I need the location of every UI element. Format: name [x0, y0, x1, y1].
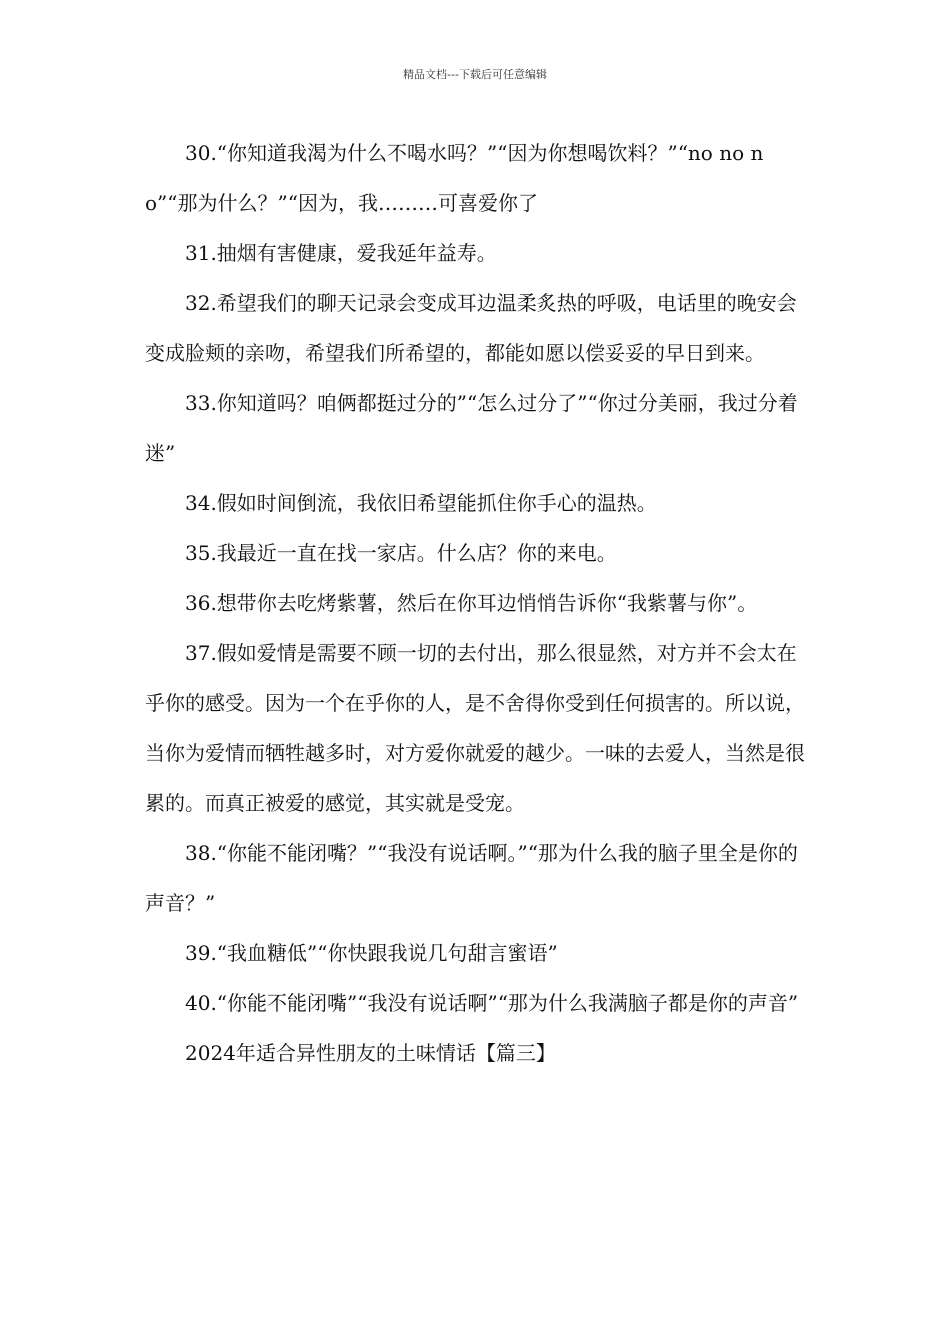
paragraph-37: 37.假如爱情是需要不顾一切的去付出，那么很显然，对方并不会太在乎你的感受。因为一个在乎你的人，是不舍得你受到任何损害的。所以说，当你为爱情而牺牲越多时，对方爱你就爱的越少。一味的去爱人，当然是很累的。而真正被爱的感觉，其实就是受宠。	[145, 641, 805, 815]
paragraph-39: 39.“我血糖低”“你快跟我说几句甜言蜜语”	[185, 941, 558, 965]
paragraph-30: 30.“你知道我渴为什么不喝水吗？”“因为你想喝饮料？”“no no no”“那为什么？”“因为，我………可喜爱你了	[145, 141, 764, 215]
page-header: 精品文档---下载后可任意编辑	[403, 68, 547, 81]
paragraph-31: 31.抽烟有害健康，爱我延年益寿。	[185, 241, 497, 265]
paragraph-34: 34.假如时间倒流，我依旧希望能抓住你手心的温热。	[185, 491, 657, 515]
paragraph-40: 40.“你能不能闭嘴”“我没有说话啊”“那为什么我满脑子都是你的声音”	[185, 991, 799, 1015]
document-body	[145, 128, 810, 1078]
paragraph-33: 33.你知道吗？咱俩都挺过分的”“怎么过分了”“你过分美丽，我过分着迷”	[145, 391, 798, 465]
paragraph-38: 38.“你能不能闭嘴？”“我没有说话啊。”“那为什么我的脑子里全是你的声音？”	[145, 841, 798, 915]
paragraph-36: 36.想带你去吃烤紫薯，然后在你耳边悄悄告诉你“我紫薯与你”。	[185, 591, 758, 615]
paragraph-32: 32.希望我们的聊天记录会变成耳边温柔炙热的呼吸，电话里的晚安会变成脸颊的亲吻，希望我们所希望的，都能如愿以偿妥妥的早日到来。	[145, 291, 797, 365]
section-heading: 2024年适合异性朋友的土味情话【篇三】	[185, 1041, 556, 1065]
paragraph-35: 35.我最近一直在找一家店。什么店？你的来电。	[185, 541, 617, 565]
